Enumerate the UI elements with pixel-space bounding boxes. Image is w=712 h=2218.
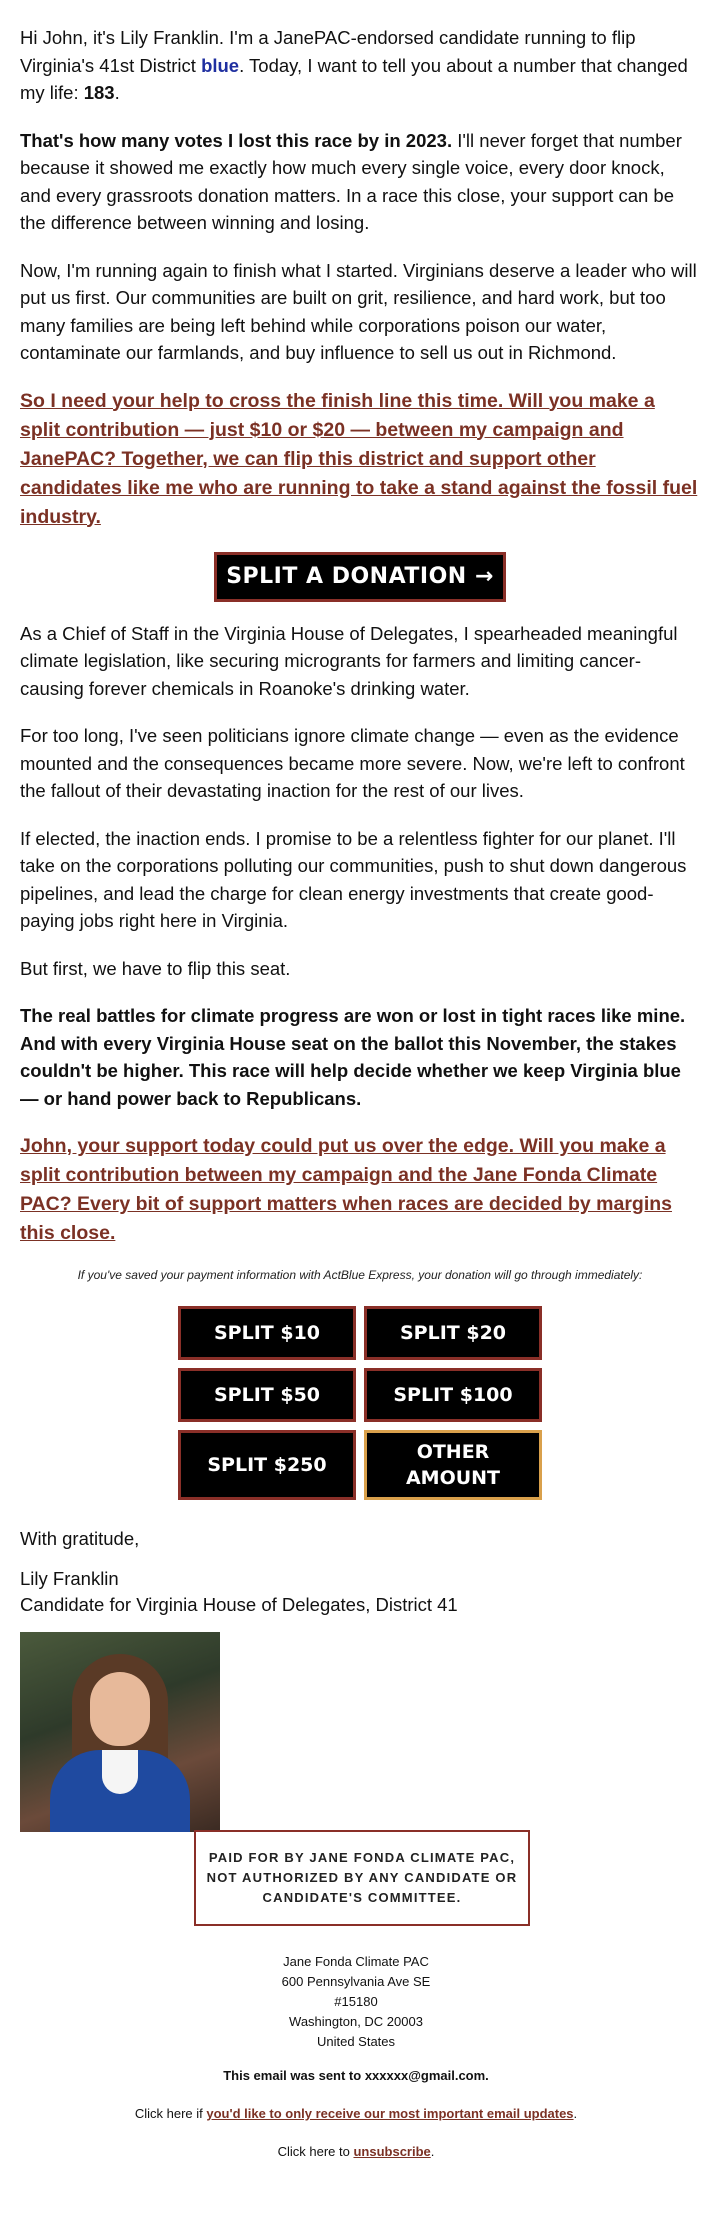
signer-name: Lily Franklin xyxy=(20,1568,119,1589)
vote-number: 183 xyxy=(83,82,115,103)
split-button-row xyxy=(20,552,700,602)
stakes-paragraph: The real battles for climate progress are won or lost in tight races like mine. And with every Virginia House seat on the ballot this November, the stakes couldn't be higher. This race will help decide whether we keep Virginia blue — or hand power back to Republicans. xyxy=(20,1005,686,1109)
split-20-button[interactable]: SPLIT $20 xyxy=(364,1306,542,1360)
split-250-button[interactable]: SPLIT $250 xyxy=(178,1430,356,1500)
cta-link-2[interactable]: John, your support today could put us over the edge. Will you make a split contribution between my campaign and the Jane Fonda Climate PAC? Every bit of support matters when races are decided by margins this close. xyxy=(20,1135,672,1244)
email-footer xyxy=(0,1952,712,2162)
intro-paragraph: Hi John, it's Lily Franklin. I'm a JanePAC-endorsed candidate running to flip Virginia's 41st District blue. Today, I want to tell you about a number that changed my life: 183. xyxy=(20,27,688,103)
other-amount-button[interactable]: OTHER AMOUNT xyxy=(364,1430,542,1500)
split-50-button[interactable]: SPLIT $50 xyxy=(178,1368,356,1422)
split-10-button[interactable]: SPLIT $10 xyxy=(178,1306,356,1360)
important-updates-link[interactable]: you'd like to only receive our most important email updates xyxy=(206,2106,574,2121)
promise-paragraph: If elected, the inaction ends. I promise to be a relentless fighter for our planet. I'll take on the corporations polluting our communities, push to shut down dangerous pipelines, and lead the charge for clean energy investments that create good-paying jobs right here in Virginia. xyxy=(20,827,687,931)
split-100-button[interactable]: SPLIT $100 xyxy=(364,1368,542,1422)
mailing-address: Jane Fonda Climate PAC 600 Pennsylvania Ave SE #15180 Washington, DC 20003 United States xyxy=(281,1954,431,2049)
lost-race-paragraph: That's how many votes I lost this race by in 2023. I'll never forget that number because it showed me exactly how much every single voice, every door knock, and every grassroots donation matters. In a race this close, your support can be the difference between winning and losing. xyxy=(20,129,682,233)
candidate-photo xyxy=(20,1632,220,1832)
closing: With gratitude, xyxy=(20,1528,140,1549)
chief-of-staff-paragraph: As a Chief of Staff in the Virginia House of Delegates, I spearheaded meaningful climate legislation, like securing microgrants for farmers and limiting cancer-causing forever chemicals in Roanoke's drinking water. xyxy=(20,622,678,699)
running-again-paragraph: Now, I'm running again to finish what I started. Virginians deserve a leader who will put us first. Our communities are built on grit, resilience, and hard work, but too many families are being left behind while corporations poison our water, contaminate our farmlands, and buy influence to sell us out in Richmond. xyxy=(20,259,697,363)
paid-for-disclaimer: PAID FOR BY JANE FONDA CLIMATE PAC, NOT AUTHORIZED BY ANY CANDIDATE OR CANDIDATE'S COMMITTEE. xyxy=(194,1830,530,1926)
signature-block xyxy=(20,1526,700,1618)
email-body xyxy=(20,24,700,1832)
split-donation-button[interactable]: SPLIT A DONATION → xyxy=(214,552,506,602)
signer xyxy=(20,1566,700,1618)
blue-word: blue xyxy=(201,54,240,76)
unsubscribe-link[interactable]: unsubscribe xyxy=(353,2144,431,2159)
climate-inaction-paragraph: For too long, I've seen politicians ignore climate change — even as the evidence mounted and the consequences became more severe. Now, we're left to confront the fallout of their devastating inaction for the rest of our lives. xyxy=(20,725,685,801)
actblue-express-note: If you've saved your payment information with ActBlue Express, your donation will go through immediately: xyxy=(77,1268,643,1282)
donation-button-grid xyxy=(20,1306,700,1500)
unsubscribe-line: Click here to unsubscribe. xyxy=(277,2144,435,2159)
signer-title: Candidate for Virginia House of Delegates, District 41 xyxy=(20,1594,458,1615)
preferences-line: Click here if you'd like to only receive our most important email updates. xyxy=(134,2106,578,2121)
sent-to-notice: This email was sent to xxxxxx@gmail.com. xyxy=(223,2068,489,2083)
cta-link-1[interactable]: So I need your help to cross the finish line this time. Will you make a split contribution — just $10 or $20 — between my campaign and JanePAC? Together, we can flip this district and support other candidates like me who are running to take a stand against the fossil fuel industry. xyxy=(20,389,698,528)
flip-seat-paragraph: But first, we have to flip this seat. xyxy=(20,957,291,979)
